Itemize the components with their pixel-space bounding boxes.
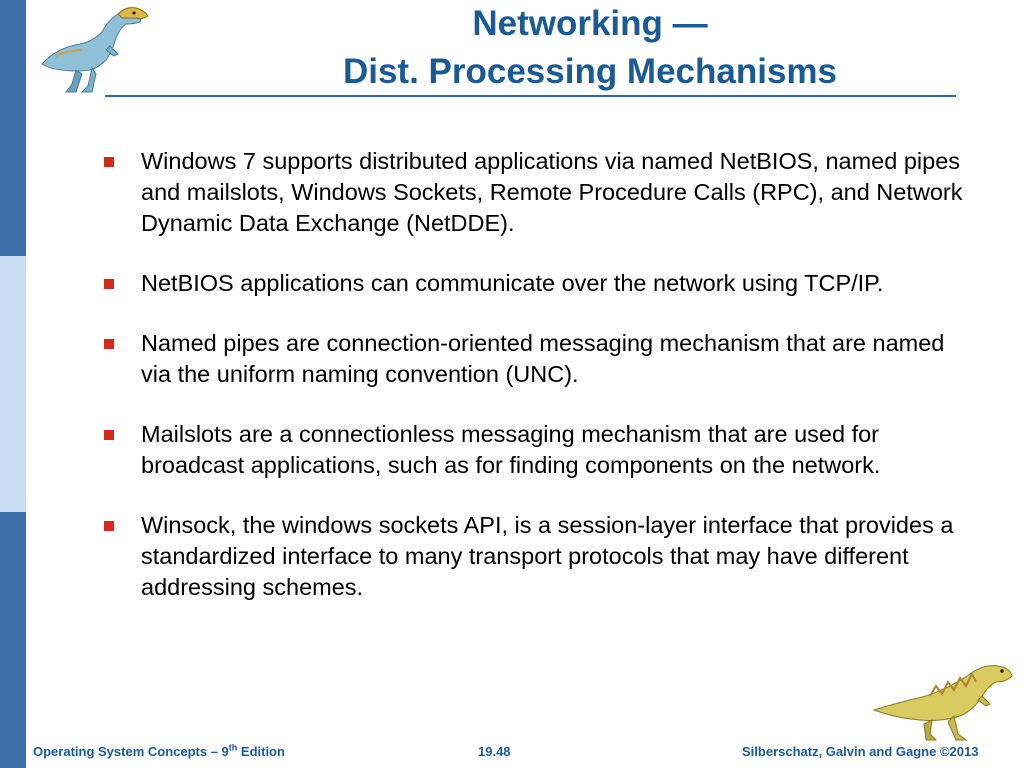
dinosaur-bottom-icon xyxy=(870,660,1016,742)
bullet-text: Mailslots are a connectionless messaging mechanism that are used for broadcast applications, such as for finding components on the network. xyxy=(141,421,881,478)
footer-edition-superscript: th xyxy=(228,742,238,753)
slide-title-line-1: Networking — xyxy=(472,4,708,43)
bullet-text: Winsock, the windows sockets API, is a session-layer interface that provides a standardized interface to many transport protocols that may have different addressing schemes. xyxy=(141,512,954,600)
bullet-item xyxy=(104,146,964,239)
bullet-text: Named pipes are connection-oriented messaging mechanism that are named via the uniform naming convention (UNC). xyxy=(141,330,945,387)
bullet-item xyxy=(104,328,964,390)
footer-book-title-suffix: Edition xyxy=(237,744,285,759)
title-divider xyxy=(105,95,956,97)
bullet-square-icon xyxy=(104,157,114,167)
bullet-item xyxy=(104,268,964,299)
footer-book-title xyxy=(33,744,285,759)
bullet-square-icon xyxy=(104,339,114,349)
bullet-item xyxy=(104,419,964,481)
sidebar-segment-bottom xyxy=(0,512,26,768)
sidebar-segment-top xyxy=(0,0,26,256)
slide-title-line-2: Dist. Processing Mechanisms xyxy=(342,52,838,91)
footer-book-title-prefix: Operating System Concepts – 9 xyxy=(33,744,229,759)
bullet-text: NetBIOS applications can communicate over the network using TCP/IP. xyxy=(141,270,884,296)
slide-title xyxy=(160,0,1020,96)
footer-copyright: Silberschatz, Galvin and Gagne ©2013 xyxy=(742,744,979,759)
bullet-square-icon xyxy=(104,430,114,440)
bullet-list xyxy=(104,146,964,632)
dinosaur-top-icon xyxy=(36,4,156,96)
bullet-item xyxy=(104,510,964,603)
footer-page-number: 19.48 xyxy=(478,744,511,759)
sidebar-segment-middle xyxy=(0,256,26,512)
left-sidebar-bar xyxy=(0,0,26,768)
bullet-text: Windows 7 supports distributed applications via named NetBIOS, named pipes and mailslots, Windows Sockets, Remote Procedure Calls (RPC), and Network Dynamic Data Exchange (NetDDE). xyxy=(141,148,963,236)
bullet-square-icon xyxy=(104,521,114,531)
bullet-square-icon xyxy=(104,279,114,289)
